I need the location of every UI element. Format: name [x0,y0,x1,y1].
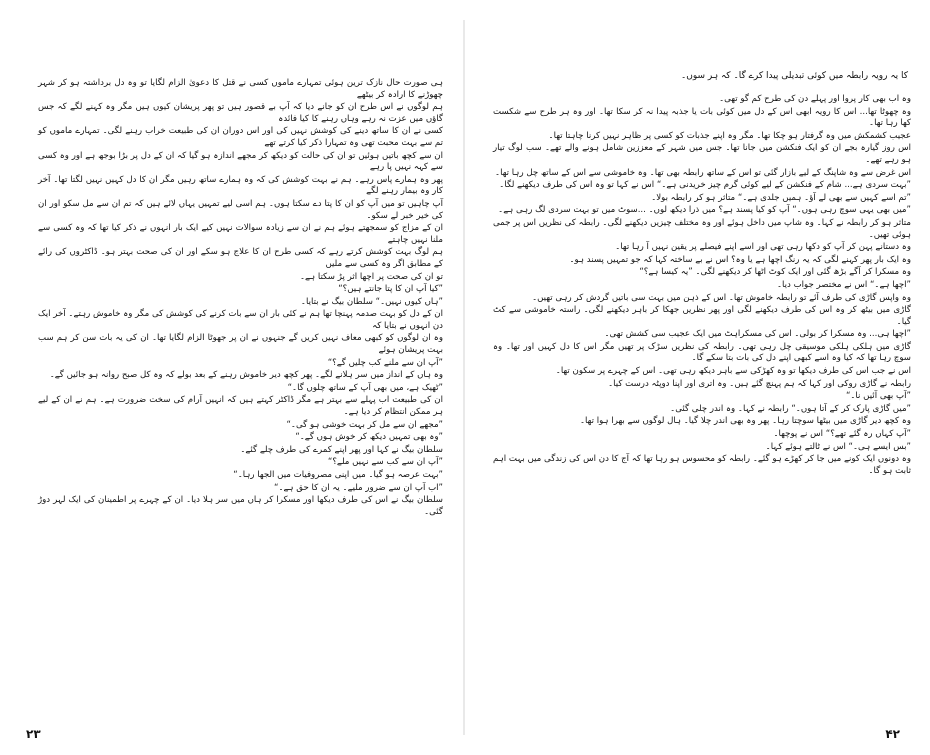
paragraph: ”ہاں کیوں نہیں۔“ سلطان بیگ نے بتایا۔ [300,296,443,307]
paragraph: اس نے جب اس کی طرف دیکھا تو وہ کھڑکی سے باہر دیکھ رہی تھی۔ اس کے چہرے پر سکون تھا۔ [555,366,911,377]
left-text-column [38,78,443,519]
paragraph: اس غرض سے وہ شاپنگ کے لیے بازار گئی تو اس کے ساتھ رابطہ بھی تھا۔ وہ خاموشی سے اس کے ساتھ چل رہا تھا۔ [495,167,911,178]
paragraph: آپ چاہیں تو میں آپ کو ان کا پتا دے سکتا ہوں۔ ہم اسی لیے تمہیں یہاں لائے ہیں کہ تم ان سے مل سکو اور ان کی خیر خبر لے سکو۔ [38,198,443,221]
paragraph: وہ ان لوگوں کو کبھی معاف نہیں کریں گے جنہوں نے ان پر جھوٹا الزام لگایا تھا۔ ان کی یہ بات سن کر ہم سب بہت پریشان ہوئے [38,333,443,356]
paragraph: وہ واپس گاڑی کی طرف آئے تو رابطہ خاموش تھا۔ اس کے ذہن میں بہت سی باتیں گردش کر رہی تھیں۔ [532,292,911,303]
paragraph: ”آپ کہاں رہ گئے تھے؟“ اس نے پوچھا۔ [773,429,911,440]
paragraph: وہ دونوں ایک کونے میں جا کر کھڑے ہو گئے۔ رابطہ کو محسوس ہو رہا تھا کہ آج کا دن اس کی زندگی میں بہت اہم ثابت ہو گا۔ [493,454,911,476]
paragraph: ”وہ بھی تمہیں دیکھ کر خوش ہوں گے۔“ [295,432,443,443]
right-page [465,0,930,755]
paragraph: ہی صورت حال نازک ترین ہوئی تمہارے ماموں کسی نے قتل کا دعویٰ الزام لگایا تو وہ دل برداشتہ ہو کر شہر چھوڑنے کا ارادہ کر بیٹھے [38,78,443,100]
paragraph: ان کی طبیعت اب پہلے سے بہتر ہے مگر ڈاکٹر کہتے ہیں کہ انہیں آرام کی سخت ضرورت ہے۔ ہم نے ان کے لیے ہر ممکن انتظام کر دیا ہے۔ [38,395,443,418]
paragraph: ان کے دل کو بہت صدمہ پہنچا تھا ہم نے کئی بار ان سے بات کرنے کی کوشش کی مگر وہ خاموش رہتے۔ آخر ایک دن انہوں نے بتایا کہ [38,309,443,331]
right-page-opening-line: کا یہ رویہ رابطہ میں کوئی تبدیلی پیدا کرے گا۔ کہ ہر سوں۔ [680,71,908,81]
paragraph: ”اب آپ ان سے ضرور ملیے۔ یہ ان کا حق ہے۔“ [274,482,443,493]
paragraph: ”بہت سردی ہے... شام کے فنکشن کے لیے کوئی گرم چیز خریدنی ہے۔“ اس نے کہا تو وہ اس کی طرف دیکھنے لگا۔ [499,180,911,191]
paragraph: ”آپ بھی آئیں نا۔“ [845,391,911,402]
paragraph: وہ اب بھی کار پروا اور پہلے دن کی طرح کم گو تھی۔ [719,94,911,104]
paragraph: سلطان بیگ نے کہا اور پھر اپنے کمرے کی طرف چلے گئے۔ [240,444,443,455]
paragraph: ”اچھا ہی... وہ مسکرا کر بولی۔ اس کی مسکراہٹ میں ایک عجیب سی کشش تھی۔ [604,329,911,340]
paragraph: گاڑی میں ہلکی ہلکی موسیقی چل رہی تھی۔ رابطہ کی نظریں سڑک پر تھیں مگر اس کا دل کہیں اور تھا۔ وہ سوچ رہا تھا کہ کیا وہ اسے کبھی اپنے دل کی بات بتا سکے گا۔ [493,341,911,364]
paragraph: کسی نے ان کا ساتھ دینے کی کوشش نہیں کی اور اس دوران ان کی طبیعت خراب رہنے لگی۔ تمہارے ماموں کو تم سے بہت محبت تھی وہ تمہارا ذکر کیا کرتے تھے [38,126,443,148]
paragraph: گاڑی میں بیٹھ کر وہ اس کی طرف دیکھنے لگی اور پھر نظریں جھکا کر باہر دیکھنے لگی۔ راستہ خاموشی سے کٹ گیا۔ [493,305,911,327]
left-page-number: ۲۳ [26,727,41,741]
paragraph: سلطان بیگ نے اس کی طرف دیکھا اور مسکرا کر ہاں میں سر ہلا دیا۔ ان کے چہرے پر اطمینان کی ایک لہر دوڑ گئی۔ [38,495,443,517]
paragraph: ”تم اسے کہیں سے بھی لے آؤ۔ ہمیں جلدی ہے۔“ متاثر ہو کر رابطہ بولا۔ [651,192,911,203]
paragraph: ان کے مزاج کو سمجھتے ہوئے ہم نے ان سے زیادہ سوالات نہیں کیے ایک بار انہوں نے ذکر کیا تھا کہ وہ کسی سے ملنا نہیں چاہتے [38,223,443,245]
paragraph: ان سے کچھ باتیں ہوئیں تو ان کی حالت کو دیکھ کر مجھے اندازہ ہو گیا کہ ان کے دل پر بڑا بوجھ ہے اور وہ کسی سے کہہ نہیں پا رہے [38,150,443,173]
paragraph: وہ مسکرا کر آگے بڑھ گئی اور ایک کوٹ اٹھا کر دیکھنے لگی۔ ”یہ کیسا ہے؟“ [639,267,911,278]
paragraph: اس روز گیارہ بجے ان کو ایک فنکشن میں جانا تھا۔ جس میں شہر کے معززین شامل ہونے والے تھے۔ سب لوگ تیار ہو رہے تھے۔ [493,143,911,165]
paragraph: وہ دستانے پہن کر آپ کو دکھا رہی تھی اور اسے اپنے فیصلے پر یقین نہیں آ رہا تھا۔ [615,242,911,253]
paragraph: ”بہت عرصہ ہو گیا۔ میں اپنی مصروفیات میں الجھا رہا۔“ [233,470,443,480]
paragraph: ہم لوگوں نے اس طرح ان کو جانے دیا کہ آپ بے قصور ہیں تو پھر پریشان کیوں ہیں مگر وہ کہنے لگے کہ جس گاؤں میں عزت نہ رہے وہاں رہنے کا کیا فائدہ [38,102,443,124]
paragraph: ”کیا آپ ان کا پتا جانتے ہیں؟“ [338,284,443,295]
paragraph: متاثر ہو کر رابطہ نے کہا۔ وہ شاپ میں داخل ہوئے اور وہ مختلف چیزیں دیکھنے لگی۔ رابطہ کی نظریں اس پر جمی ہوئی تھیں۔ [493,217,911,240]
paragraph: وہ ایک بار پھر کہنے لگی کہ یہ رنگ اچھا ہے یا وہ؟ اس نے بے ساختہ کہا کہ جو تمہیں پسند ہو۔ [569,254,911,265]
paragraph: تو ان کی صحت پر اچھا اثر پڑ سکتا ہے۔ [300,271,443,282]
paragraph: وہ کچھ دیر گاڑی میں بیٹھا سوچتا رہا۔ پھر وہ بھی اندر چلا گیا۔ ہال لوگوں سے بھرا ہوا تھا۔ [579,416,911,427]
paragraph: رابطہ نے گاڑی روکی اور کہا کہ ہم پہنچ گئے ہیں۔ وہ اتری اور اپنا دوپٹہ درست کیا۔ [608,378,911,389]
paragraph: ”میں گاڑی پارک کر کے آتا ہوں۔“ رابطہ نے کہا۔ وہ اندر چلی گئی۔ [670,403,911,414]
paragraph: ”آپ ان سے ملنے کب چلیں گے؟“ [327,357,443,368]
paragraph: ”بس ایسے ہی۔“ اس نے ٹالتے ہوئے کہا۔ [765,441,911,452]
paragraph: ”مجھے ان سے مل کر بہت خوشی ہو گی۔“ [286,419,443,430]
right-page-number: ۴۲ [885,727,900,741]
paragraph: ہم لوگ بہت کوشش کرتے رہے کہ کسی طرح ان کا علاج ہو سکے اور ان کی صحت بہتر ہو۔ ڈاکٹروں کی رائے کے مطابق اگر وہ کسی سے ملیں [38,247,443,269]
paragraph: وہ ہاں کے انداز میں سر ہلانے لگے۔ پھر کچھ دیر خاموش رہنے کے بعد بولے کہ وہ کل صبح روانہ ہو جائیں گے۔ [49,370,443,381]
paragraph: وہ چھوٹا تھا... اس کا رویہ ابھی اس کے دل میں کوئی بات یا جذبہ پیدا نہ کر سکا تھا۔ اور وہ ہر طرح سے شکست کھا رہا تھا۔ [493,106,911,129]
paragraph: ”میں بھی یہی سوچ رہی ہوں۔“ آپ کو کیا پسند ہے؟ میں ذرا دیکھ لوں۔ ...سوٹ میں تو بہت سردی لگ رہی ہے۔ [498,205,911,216]
paragraph: ”ٹھیک ہے، میں بھی آپ کے ساتھ چلوں گا۔“ [287,382,443,393]
paragraph: عجیب کشمکش میں وہ گرفتار ہو چکا تھا۔ مگر وہ اپنے جذبات کو کسی پر ظاہر نہیں کرنا چاہتا تھا۔ [548,130,911,141]
right-text-column [493,94,911,478]
paragraph: پھر وہ ہمارے پاس رہے۔ ہم نے بہت کوشش کی کہ وہ ہمارے ساتھ رہیں مگر ان کا دل کہیں نہیں لگتا تھا۔ آخر کار وہ بیمار رہنے لگے [38,174,443,197]
paragraph: ”آپ ان سے کب سے نہیں ملے؟“ [327,457,443,468]
paragraph: ”اچھا ہے۔“ اس نے مختصر جواب دیا۔ [776,279,911,290]
